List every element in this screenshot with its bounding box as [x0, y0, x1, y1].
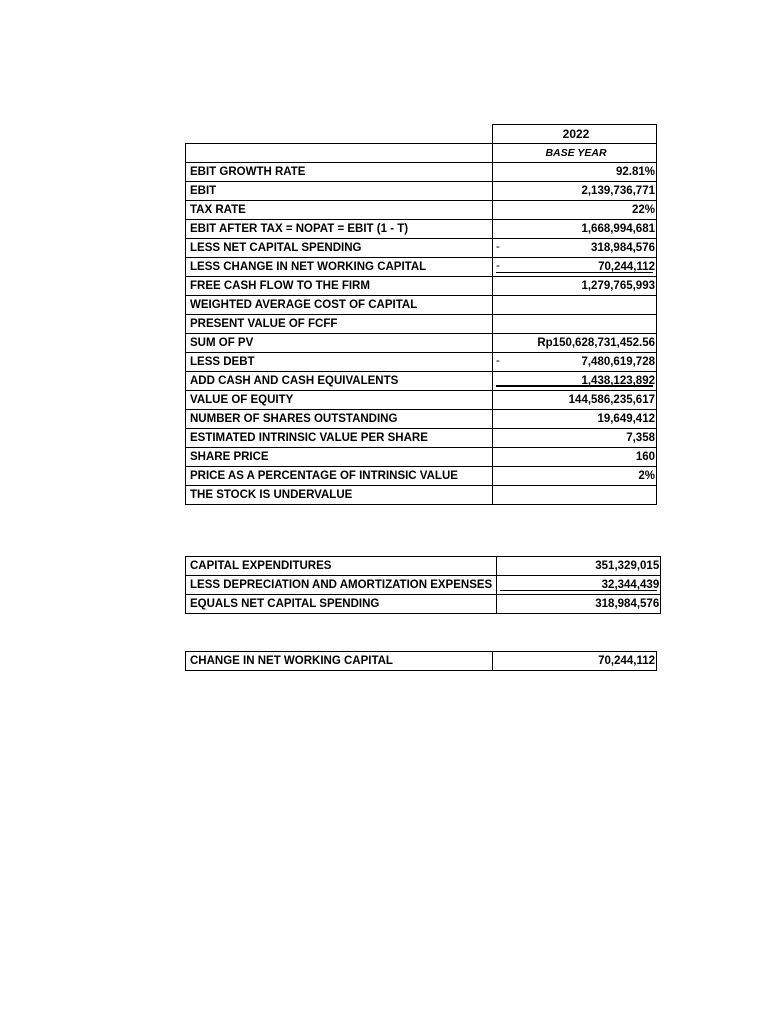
- row-label: ESTIMATED INTRINSIC VALUE PER SHARE: [186, 429, 493, 448]
- row-label: PRESENT VALUE OF FCFF: [186, 315, 493, 334]
- row-value: 2%: [493, 467, 657, 486]
- table-row: [186, 595, 661, 614]
- row-value: 70,244,112: [598, 260, 655, 273]
- table-row: [186, 182, 657, 201]
- row-label: ADD CASH AND CASH EQUIVALENTS: [186, 372, 493, 391]
- valuation-table: [185, 124, 657, 505]
- table-row: [186, 391, 657, 410]
- row-label: VALUE OF EQUITY: [186, 391, 493, 410]
- row-value: 1,438,123,892: [581, 374, 655, 387]
- row-value: [493, 315, 657, 334]
- row-value: 2,139,736,771: [493, 182, 657, 201]
- row-label: FREE CASH FLOW TO THE FIRM: [186, 277, 493, 296]
- table-row: [186, 557, 661, 576]
- table-row: [186, 448, 657, 467]
- row-value: 318,984,576: [497, 595, 661, 614]
- row-label: EQUALS NET CAPITAL SPENDING: [186, 595, 497, 614]
- row-label: LESS DEBT: [186, 353, 493, 372]
- minus-sign: -: [496, 355, 500, 367]
- underline-rule: [500, 590, 657, 591]
- header-row-base: [186, 144, 657, 163]
- row-value: 92.81%: [493, 163, 657, 182]
- row-label: LESS NET CAPITAL SPENDING: [186, 239, 493, 258]
- base-year-header: BASE YEAR: [493, 144, 657, 163]
- table-row: [186, 467, 657, 486]
- row-value-cell: [493, 353, 657, 372]
- table-row: [186, 163, 657, 182]
- row-label: EBIT AFTER TAX = NOPAT = EBIT (1 - T): [186, 220, 493, 239]
- row-label: LESS DEPRECIATION AND AMORTIZATION EXPENSES: [186, 576, 497, 595]
- table-row: [186, 353, 657, 372]
- row-label: SUM OF PV: [186, 334, 493, 353]
- row-value: 22%: [493, 201, 657, 220]
- row-label: SHARE PRICE: [186, 448, 493, 467]
- table-row: [186, 372, 657, 391]
- working-capital-table: [185, 651, 657, 671]
- table-row: [186, 239, 657, 258]
- table-row: [186, 296, 657, 315]
- empty-label-cell: [186, 144, 493, 163]
- minus-sign: -: [496, 241, 500, 253]
- year-header: 2022: [493, 125, 657, 144]
- row-value: 7,358: [493, 429, 657, 448]
- table-row: [186, 652, 657, 671]
- header-row-year: [186, 125, 657, 144]
- row-label: WEIGHTED AVERAGE COST OF CAPITAL: [186, 296, 493, 315]
- row-value-cell: [493, 372, 657, 391]
- table-row: [186, 201, 657, 220]
- row-label: CAPITAL EXPENDITURES: [186, 557, 497, 576]
- table-row: [186, 220, 657, 239]
- row-value: 1,279,765,993: [493, 277, 657, 296]
- minus-sign: -: [496, 260, 500, 272]
- row-label: TAX RATE: [186, 201, 493, 220]
- row-value-cell: [497, 576, 661, 595]
- underline-rule: [496, 272, 653, 273]
- table-row: [186, 315, 657, 334]
- row-value: 7,480,619,728: [581, 355, 655, 368]
- table-row: [186, 486, 657, 505]
- table-row: [186, 334, 657, 353]
- row-value-cell: [493, 258, 657, 277]
- row-label: THE STOCK IS UNDERVALUE: [186, 486, 493, 505]
- table-row: [186, 410, 657, 429]
- row-label: NUMBER OF SHARES OUTSTANDING: [186, 410, 493, 429]
- row-label: CHANGE IN NET WORKING CAPITAL: [186, 652, 493, 671]
- row-value: [493, 296, 657, 315]
- row-label: EBIT: [186, 182, 493, 201]
- row-value: Rp150,628,731,452.56: [493, 334, 657, 353]
- row-value: 19,649,412: [493, 410, 657, 429]
- row-value: 1,668,994,681: [493, 220, 657, 239]
- row-value: 351,329,015: [497, 557, 661, 576]
- table-row: [186, 258, 657, 277]
- table-row: [186, 429, 657, 448]
- row-value: 32,344,439: [601, 578, 660, 591]
- row-value: [493, 486, 657, 505]
- capital-spending-table: [185, 556, 661, 614]
- row-label: PRICE AS A PERCENTAGE OF INTRINSIC VALUE: [186, 467, 493, 486]
- underline-rule: [496, 385, 653, 387]
- row-value-cell: [493, 239, 657, 258]
- table-row: [186, 576, 661, 595]
- empty-cell: [186, 125, 493, 144]
- row-value: 318,984,576: [591, 241, 655, 254]
- row-label: LESS CHANGE IN NET WORKING CAPITAL: [186, 258, 493, 277]
- row-value: 70,244,112: [493, 652, 657, 671]
- row-value: 144,586,235,617: [493, 391, 657, 410]
- row-label: EBIT GROWTH RATE: [186, 163, 493, 182]
- table-row: [186, 277, 657, 296]
- row-value: 160: [493, 448, 657, 467]
